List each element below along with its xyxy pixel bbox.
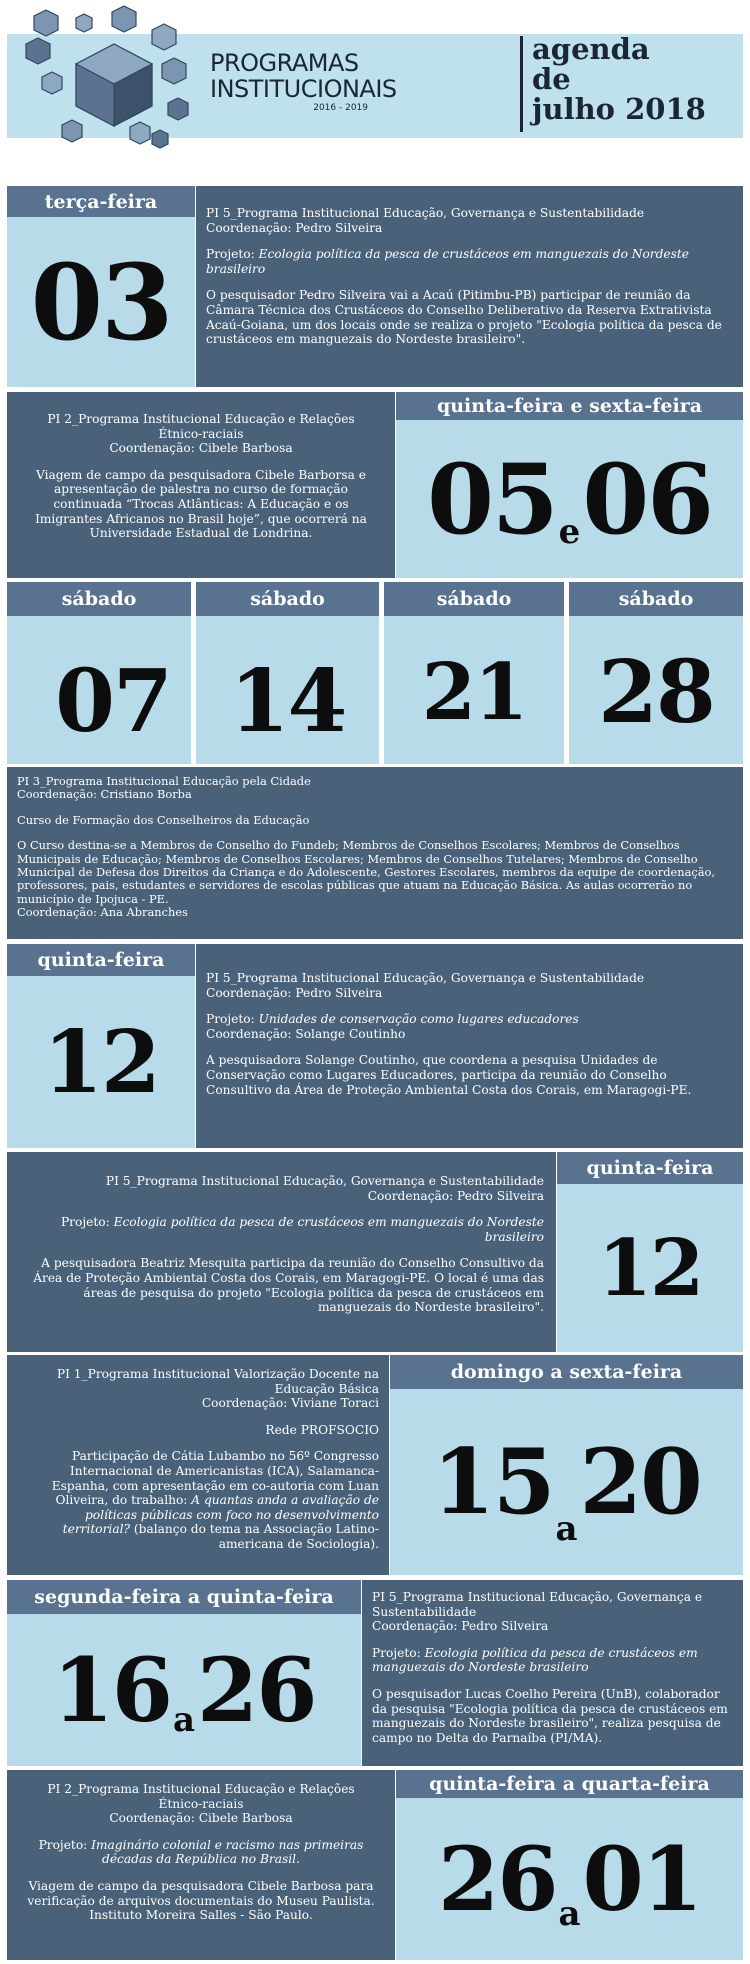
ev8-project-label: Projeto: <box>38 1837 92 1852</box>
ev1-desc: O pesquisador Pedro Silveira vai a Acaú (Pitimbu-PB) participar de reunião da Câmara Técnica dos Crustáceos do Conselho Deliberativo da Reserva Extrativista Acaú-Goiana, um dos locais onde se realiza o projeto "Ecologia política da pesca de crustáceos em manguezais do Nordeste brasileiro". <box>206 288 722 347</box>
logo-line2: INSTITUCIONAIS <box>210 75 397 103</box>
ev6-day1: 15 <box>432 1429 554 1535</box>
ev2-day2: 06 <box>582 442 712 556</box>
sat4-day: 28 <box>569 616 743 764</box>
ev7-project-label: Projeto: <box>372 1645 425 1660</box>
ev6-days <box>390 1389 743 1575</box>
ev8-sep: a <box>558 1894 581 1934</box>
ev2-days <box>396 420 743 578</box>
ev8-day1: 26 <box>438 1827 557 1931</box>
ev8-program: PI 2_Programa Institucional Educação e Relações Étnico-raciais <box>47 1782 355 1811</box>
ev8-desc: Viagem de campo da pesquisadora Cibele Barbosa para verificação de arquivos documentais do Museu Paulista. Instituto Moreira Salles - São Paulo. <box>27 1878 375 1923</box>
ev4-day: 12 <box>7 976 195 1148</box>
agenda-line1: agenda <box>532 32 650 66</box>
ev1-program: PI 5_Programa Institucional Educação, Governança e Sustentabilidade <box>206 206 645 220</box>
ev2-weekday: quinta-feira e sexta-feira <box>396 392 743 420</box>
header-divider <box>520 36 523 132</box>
ev6-desc-a: Participação de Cátia Lubambo no 56º Congresso Internacional de Americanistas (ICA), Salamanca-Espanha, com apresentação em co-autoria com Luan Oliveira, do trabalho: <box>51 1449 379 1508</box>
ev5-details <box>7 1152 556 1352</box>
ev3-details <box>7 767 743 939</box>
ev4-desc: A pesquisadora Solange Coutinho, que coordena a pesquisa Unidades de Conservação como Lugares Educadores, participa da reunião do Conselho Consultivo da Área de Proteção Ambiental Costa dos Corais, em Maragogi-PE. <box>206 1053 692 1097</box>
logo-line1: PROGRAMAS <box>210 49 359 77</box>
ev5-project: Ecologia política da pesca de crustáceos em manguezais do Nordeste brasileiro <box>113 1215 544 1244</box>
ev6-desc-b: (balanço do tema na Associação Latino-americana de Sociologia). <box>130 1522 379 1551</box>
ev6-desc-italic: A quantas anda a avaliação de políticas públicas com foco no desenvolvimento territorial? <box>62 1493 379 1537</box>
ev6-weekday: domingo a sexta-feira <box>390 1355 743 1389</box>
ev1-weekday: terça-feira <box>7 186 195 217</box>
ev4-coord: Coordenação: Pedro Silveira <box>206 985 383 1000</box>
ev8-details <box>7 1770 395 1960</box>
ev5-coord: Coordenação: Pedro Silveira <box>367 1188 544 1203</box>
sat3-weekday: sábado <box>384 582 564 616</box>
ev2-day1: 05 <box>427 442 557 556</box>
ev5-weekday: quinta-feira <box>557 1152 743 1184</box>
sat1-weekday: sábado <box>7 582 191 616</box>
ev6-program: PI 1_Programa Institucional Valorização Docente na Educação Básica <box>56 1367 379 1396</box>
ev7-desc: O pesquisador Lucas Coelho Pereira (UnB), colaborador da pesquisa "Ecologia política da pesca de crustáceos em manguezais do Nordeste brasileiro", realiza pesquisa de campo no Delta do Parnaíba (PI/MA). <box>372 1686 728 1745</box>
logo-wordmark <box>210 49 397 114</box>
ev3-desc: O Curso destina-se a Membros de Conselho do Fundeb; Membros de Conselhos Escolares; Membros de Conselhos Municipais de Educação; Membros de Conselhos Escolares; Membros de Conselhos Tutelares; Membros de Conselho Municipal de Defesa dos Direitos da Criança e do Adolescente, Gestores Escolares, membros da equipe de coordenação, professores, pais, estudantes e servidores de escolas públicas que atuam na Educação Básica. As aulas ocorrerão no município de Ipojuca - PE. <box>17 838 716 906</box>
ev7-details <box>362 1580 743 1766</box>
ev6-sep: a <box>555 1509 578 1549</box>
ev7-weekday: segunda-feira a quinta-feira <box>7 1580 361 1614</box>
ev3-coord: Coordenação: Cristiano Borba <box>17 787 192 802</box>
ev8-project: Imaginário colonial e racismo nas primeiras décadas da República no Brasil. <box>91 1837 364 1867</box>
ev7-day1: 16 <box>52 1638 171 1742</box>
ev6-coord: Coordenação: Viviane Toraci <box>201 1396 379 1411</box>
sat4-weekday: sábado <box>569 582 743 616</box>
ev6-day2: 20 <box>579 1429 701 1535</box>
ev6-network: Rede PROFSOCIO <box>265 1422 379 1437</box>
logo-years: 2016 - 2019 <box>313 103 368 113</box>
ev1-day: 03 <box>7 217 195 387</box>
ev1-coord: Coordenação: Pedro Silveira <box>206 220 383 235</box>
ev4-details <box>196 944 743 1148</box>
agenda-title <box>532 34 732 124</box>
ev7-coord: Coordenação: Pedro Silveira <box>372 1619 549 1634</box>
ev7-days <box>7 1614 361 1766</box>
ev3-program: PI 3_Programa Institucional Educação pela Cidade <box>17 774 311 788</box>
ev4-program: PI 5_Programa Institucional Educação, Governança e Sustentabilidade <box>206 971 645 985</box>
sat2-weekday: sábado <box>196 582 379 616</box>
ev4-coord2: Coordenação: Solange Coutinho <box>206 1026 406 1041</box>
ev7-program: PI 5_Programa Institucional Educação, Governança e Sustentabilidade <box>372 1590 703 1619</box>
ev7-sep: a <box>172 1700 196 1740</box>
cube-logo-icon <box>24 2 204 154</box>
ev1-project: Ecologia política da pesca de crustáceos em manguezais do Nordeste brasileiro <box>206 247 690 276</box>
ev3-coord2: Coordenação: Ana Abranches <box>17 905 188 920</box>
agenda-line3: julho 2018 <box>532 92 706 126</box>
ev5-project-label: Projeto: <box>60 1215 114 1230</box>
ev8-weekday: quinta-feira a quarta-feira <box>396 1770 743 1798</box>
ev2-coord: Coordenação: Cibele Barbosa <box>109 441 293 456</box>
ev8-coord: Coordenação: Cibele Barbosa <box>109 1811 293 1826</box>
ev1-project-label: Projeto: <box>206 247 259 262</box>
ev3-title: Curso de Formação dos Conselheiros da Educação <box>17 812 310 827</box>
ev2-program: PI 2_Programa Institucional Educação e Relações Étnico-raciais <box>47 412 355 441</box>
ev2-sep: e <box>558 512 581 552</box>
ev8-days <box>396 1798 743 1960</box>
sat2-day: 14 <box>196 616 379 764</box>
ev5-program: PI 5_Programa Institucional Educação, Governança e Sustentabilidade <box>105 1174 544 1188</box>
ev4-project: Unidades de conservação como lugares educadores <box>258 1012 579 1027</box>
sat3-day: 21 <box>384 616 564 764</box>
ev2-desc: Viagem de campo da pesquisadora Cibele Barborsa e apresentação de palestra no curso de formação continuada “Trocas Atlânticas: A Educação e os Imigrantes Africanos no Brasil hoje”, que ocorrerá na Universidade Estadual de Londrina. <box>35 467 367 541</box>
ev2-details <box>7 392 395 578</box>
ev7-day2: 26 <box>197 1638 316 1742</box>
ev5-day: 12 <box>557 1184 743 1352</box>
ev4-project-label: Projeto: <box>206 1012 259 1027</box>
agenda-line2: de <box>532 62 571 96</box>
ev6-details <box>7 1355 389 1575</box>
ev5-desc: A pesquisadora Beatriz Mesquita participa da reunião do Conselho Consultivo da Área de Proteção Ambiental Costa dos Corais, em Maragogi-PE. O local é uma das áreas de pesquisa do projeto "Ecologia política da pesca de crustáceos em manguezais do Nordeste brasileiro". <box>33 1256 544 1315</box>
ev7-project: Ecologia política da pesca de crustáceos em manguezais do Nordeste brasileiro <box>372 1645 698 1675</box>
sat1-day: 07 <box>7 616 191 764</box>
ev8-day2: 01 <box>582 1827 701 1931</box>
ev1-details <box>196 186 743 387</box>
ev4-weekday: quinta-feira <box>7 944 195 976</box>
